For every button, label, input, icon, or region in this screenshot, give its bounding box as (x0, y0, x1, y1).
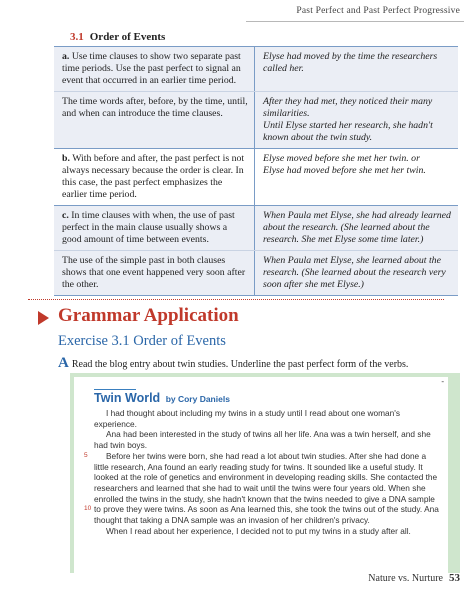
explanation-text: The use of the simple past in both clauses shows that one event happened very soon after the other. (62, 255, 246, 290)
exercise-heading (58, 333, 226, 350)
example-line: After they had met, they noticed their many similarities. (263, 96, 433, 119)
blog-paragraph: When I read about her experience, I decided not to put my twins in a study after all. (106, 525, 411, 536)
exercise-instruction (58, 355, 458, 372)
grammar-chart (54, 46, 458, 296)
row-letter: c. (62, 210, 69, 221)
chart-explanation (54, 92, 254, 148)
exercise-label: Exercise 3.1 (58, 333, 130, 349)
blog-byline: by Cory Daniels (165, 394, 230, 404)
blog-title-rule (94, 389, 136, 390)
blog-paragraph: I had thought about including my twins in a study until I read about one woman's experience. (94, 408, 401, 429)
page-footer (368, 572, 460, 584)
chart-example (254, 149, 458, 205)
running-head-rule (246, 21, 464, 22)
example-line: Elyse had moved by the time the researchers called her. (263, 51, 438, 74)
instruction-text: Read the blog entry about twin studies. Underline the past perfect form of the verbs. (71, 359, 409, 370)
example-line: Elyse had moved before she met her twin. (263, 165, 426, 176)
grammar-application-heading: Grammar Application (58, 305, 239, 326)
chart-explanation (54, 251, 254, 295)
blog-corner-mark: - (441, 377, 444, 386)
chart-row-c2 (54, 250, 458, 296)
blog-body (84, 408, 442, 536)
explanation-text: In time clauses with when, the use of past perfect in the main clause usually shows a good amount of time between events. (62, 210, 235, 245)
blog-frame (70, 373, 460, 573)
chart-row-a1 (54, 47, 458, 91)
example-line: When Paula met Elyse, she learned about the research. (She learned about the research very soon after she met Elyse.) (263, 255, 446, 290)
blog-title (94, 391, 230, 405)
section-number: 3.1 (70, 31, 84, 43)
unit-name: Nature vs. Nurture (368, 573, 443, 584)
chart-explanation (54, 47, 254, 91)
exercise-title: Order of Events (133, 333, 226, 349)
example-line: Elyse moved before she met her twin. or (263, 153, 420, 164)
line-number: 10 (84, 505, 92, 512)
chart-explanation (54, 206, 254, 250)
blog-page (74, 377, 448, 573)
example-line: Until Elyse started her research, she hadn't known about the twin study. (263, 120, 433, 143)
blog-paragraph: Ana had been interested in the study of twins all her life. Ana was a twin herself, and she had twin boys. (94, 429, 431, 451)
blog-title-text: Twin World (94, 391, 161, 405)
section-title-text: Order of Events (89, 31, 166, 43)
line-number: 5 (84, 452, 88, 459)
row-letter: b. (62, 153, 70, 164)
chart-example (254, 92, 458, 148)
row-letter: a. (62, 51, 70, 62)
chart-row-c1 (54, 205, 458, 250)
section-title (70, 31, 165, 43)
page-number: 53 (449, 572, 460, 584)
instruction-letter: A (58, 355, 69, 371)
explanation-text: With before and after, the past perfect is not always necessary because the order is clear. In this case, the past perfect emphasizes the earlier time period. (62, 153, 245, 200)
blog-paragraph: Before her twins were born, she had read a lot about twin studies. After she had done a little research, Ana found an early reading study for twins. It sounded like a useful study. It looked at the role of genetics and environment in developing reading skills. She contacted the researchers and learned that she had to wait until the twins were four years old. When she enrolled the twins in the study, she hadn't known that the twins needed to give a DNA sample to prove they were twins. As soon as Ana learned this, she took the twins out of the study. Ana thought that taking a DNA sample was an invasion of her children's privacy. (94, 450, 439, 526)
chart-row-b (54, 148, 458, 205)
chart-explanation (54, 149, 254, 205)
example-line: When Paula met Elyse, she had already learned about the research. (She learned about the research. She met Elyse some time later.) (263, 210, 451, 245)
running-head: Past Perfect and Past Perfect Progressive (296, 6, 460, 16)
chart-example (254, 206, 458, 250)
chart-row-a2 (54, 91, 458, 148)
section-divider (28, 299, 444, 300)
triangle-arrow-icon (38, 311, 49, 325)
chart-example (254, 251, 458, 295)
explanation-text: The time words after, before, by the time, until, and when can introduce the time clauses. (62, 96, 248, 119)
explanation-text: Use time clauses to show two separate past time periods. Use the past perfect to signal an event that occurred in an earlier time period. (62, 51, 241, 86)
chart-example (254, 47, 458, 91)
